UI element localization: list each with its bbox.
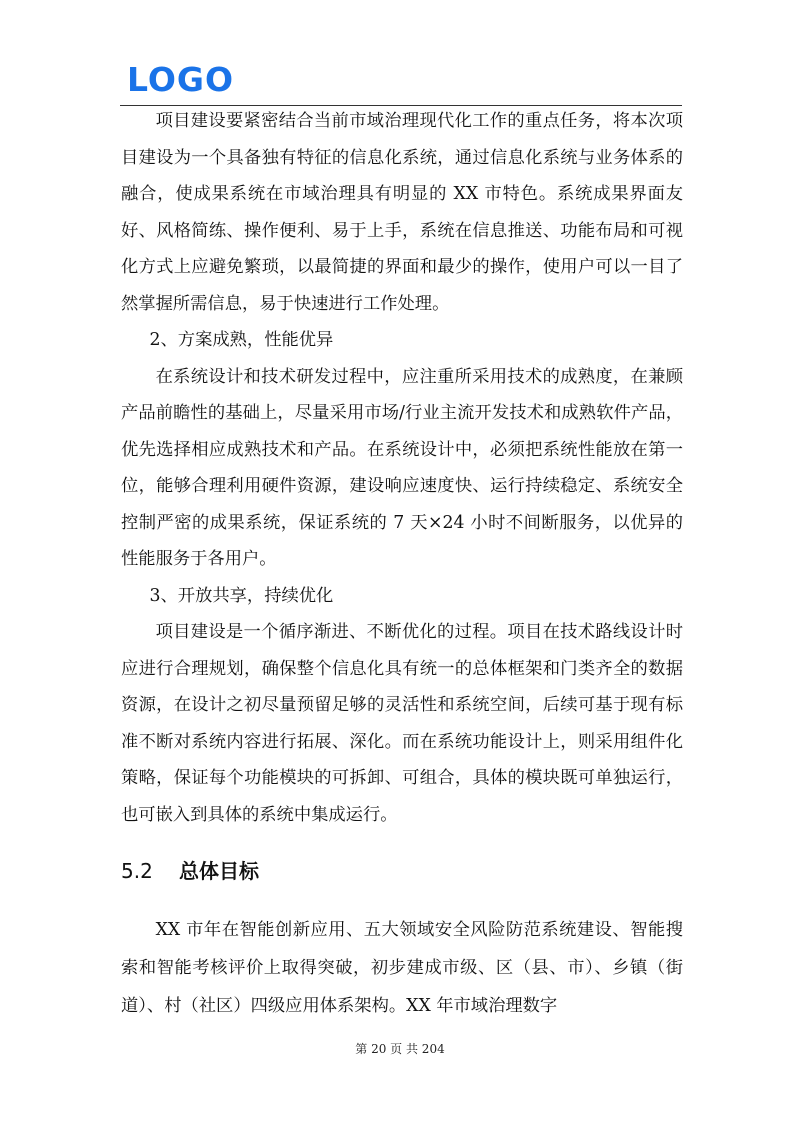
paragraph-item-2: 在系统设计和技术研发过程中，应注重所采用技术的成熟度，在兼顾产品前瞻性的基础上，尽量采用市场/行业主流开发技术和成熟软件产品，优先选择相应成熟技术和产品。在系统设计中，必须把系统性能放在第一位，能够合理利用硬件资源，建设响应速度快、运行持续稳定、系统安全控制严密的成果系统，保证系统的 7 天×24 小时不间断服务，以优异的性能服务于各用户。 [121,366,683,569]
page-footer: 第 20 页 共 204 [355,1042,445,1056]
paragraph-item-3: 项目建设是一个循序渐进、不断优化的过程。项目在技术路线设计时应进行合理规划，确保整个信息化具有统一的总体框架和门类齐全的数据资源，在设计之初尽量预留足够的灵活性和系统空间，后续可基于现有标准不断对系统内容进行拓展、深化。而在系统功能设计上，则采用组件化策略，保证每个功能模块的可拆卸、可组合，具体的模块既可单独运行，也可嵌入到具体的系统中集成运行。 [121,622,683,825]
item-3-heading: 3、开放共享，持续优化 [149,585,334,606]
section-heading [121,856,683,886]
body-text-block [121,103,683,833]
item-2-heading: 2、方案成熟，性能优异 [149,330,334,350]
section-title: 总体目标 [179,859,259,883]
section-body [121,911,683,1025]
logo: LOGO [127,60,235,99]
paragraph-intro: 项目建设要紧密结合当前市域治理现代化工作的重点任务，将本次项目建设为一个具备独有特征的信息化系统，通过信息化系统与业务体系的融合，使成果系统在市域治理具有明显的 XX 市特色。系统成果界面友好、风格简练、操作便利、易于上手，系统在信息推送、功能布局和可视化方式上应避免繁琐，以最简捷的界面和最少的操作，使用户可以一目了然掌握所需信息，易于快速进行工作处理。 [121,111,683,314]
section-number: 5.2 [121,859,153,883]
paragraph-goals: XX 市年在智能创新应用、五大领域安全风险防范系统建设、智能搜索和智能考核评价上取得突破，初步建成市级、区（县、市）、乡镇（街道）、村（社区）四级应用体系架构。XX 年市域治理数字 [121,920,683,1016]
